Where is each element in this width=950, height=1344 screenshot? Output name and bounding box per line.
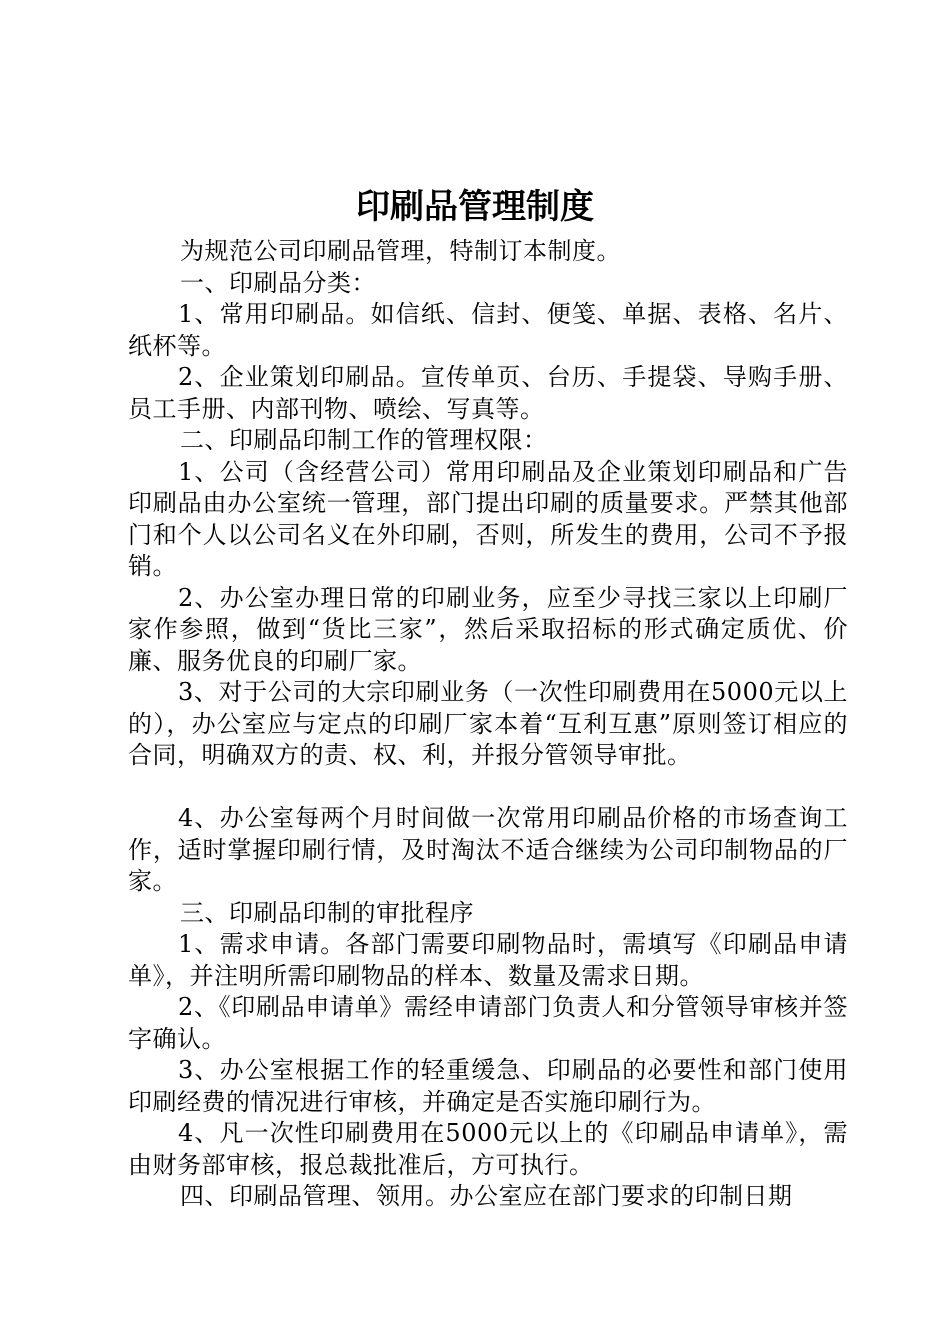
section-2-item-3: 3、对于公司的大宗印刷业务（一次性印刷费用在5000元以上的），办公室应与定点的印刷厂家本着“互利互惠”原则签订相应的合同，明确双方的责、权、利，并报分管领导审批。 bbox=[128, 678, 848, 769]
document-body bbox=[128, 236, 848, 1213]
section-3-item-2: 2、《印刷品申请单》需经申请部门负责人和分管领导审核并签字确认。 bbox=[128, 993, 848, 1053]
section-heading-4: 四、印刷品管理、领用。办公室应在部门要求的印制日期 bbox=[180, 1182, 793, 1210]
section-2-item-4: 4、办公室每两个月时间做一次常用印刷品价格的市场查询工作，适时掌握印刷行情，及时淘汰不适合继续为公司印制物品的厂家。 bbox=[128, 804, 848, 895]
section-1-item-1: 1、常用印刷品。如信纸、信封、便笺、单据、表格、名片、纸杯等。 bbox=[128, 300, 848, 360]
section-3-item-1: 1、需求申请。各部门需要印刷物品时，需填写《印刷品申请单》，并注明所需印刷物品的样本、数量及需求日期。 bbox=[128, 930, 848, 990]
section-2-item-1: 1、公司（含经营公司）常用印刷品及企业策划印刷品和广告印刷品由办公室统一管理，部门提出印刷的质量要求。严禁其他部门和个人以公司名义在外印刷，否则，所发生的费用，公司不予报销。 bbox=[128, 457, 848, 580]
section-2-item-2: 2、办公室办理日常的印刷业务，应至少寻找三家以上印刷厂家作参照，做到“货比三家”，然后采取招标的形式确定质优、价廉、服务优良的印刷厂家。 bbox=[128, 583, 848, 675]
document-title: 印刷品管理制度 bbox=[356, 187, 594, 227]
intro-paragraph: 为规范公司印刷品管理，特制订本制度。 bbox=[180, 237, 621, 265]
section-heading-3: 三、印刷品印制的审批程序 bbox=[180, 898, 474, 927]
section-heading-2: 二、印刷品印制工作的管理权限： bbox=[180, 426, 548, 454]
paragraph-gap bbox=[128, 772, 848, 804]
section-1-item-2: 2、企业策划印刷品。宣传单页、台历、手提袋、导购手册、员工手册、内部刊物、喷绘、写真等。 bbox=[128, 363, 848, 423]
section-3-item-4: 4、凡一次性印刷费用在5000元以上的《印刷品申请单》，需由财务部审核，报总裁批准后，方可执行。 bbox=[128, 1119, 848, 1179]
section-heading-1: 一、印刷品分类： bbox=[180, 268, 376, 297]
section-3-item-3: 3、办公室根据工作的轻重缓急、印刷品的必要性和部门使用印刷经费的情况进行审核，并确定是否实施印刷行为。 bbox=[128, 1056, 848, 1116]
